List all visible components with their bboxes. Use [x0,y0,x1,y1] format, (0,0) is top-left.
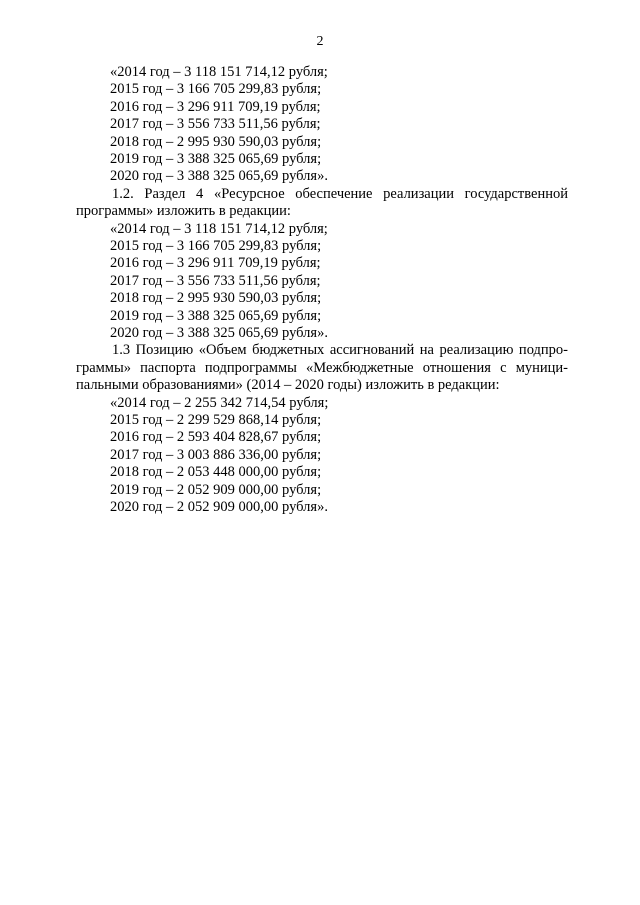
list-item: 2020 год – 3 388 325 065,69 рубля». [110,325,328,341]
list-item: 2019 год – 3 388 325 065,69 рубля; [110,307,322,324]
list-item: 2019 год – 2 052 909 000,00 рубля; [110,481,322,498]
paragraph-1-3: 1.3 Позицию «Объем бюджетных ассигнований на реализацию подпро-граммы» паспорта подпрограммы «Межбюджетные отношения с муници-пальными образованиями» (2014 – 2020 годы) изложить в редакции: [76,342,568,394]
list-item: 2016 год – 3 296 911 709,19 рубля; [110,98,321,115]
list-item: 2020 год – 3 388 325 065,69 рубля». [110,168,328,185]
list-item: 2018 год – 2 995 930 590,03 рубля; [110,133,322,150]
list-item: 2015 год – 2 299 529 868,14 рубля; [110,412,322,428]
list-item: 2020 год – 2 052 909 000,00 рубля». [110,499,328,515]
list-item: 2015 год – 3 166 705 299,83 рубля; [110,81,322,98]
list-item: 2017 год – 3 556 733 511,56 рубля; [110,116,321,133]
list-item: 2016 год – 3 296 911 709,19 рубля; [110,255,321,272]
list-item: 2017 год – 3 003 886 336,00 рубля; [110,446,322,463]
list-item: «2014 год – 3 118 151 714,12 рубля; [110,64,328,80]
list-item: 2018 год – 2 053 448 000,00 рубля; [110,464,322,481]
list-item: 2018 год – 2 995 930 590,03 рубля; [110,290,322,307]
list-item: «2014 год – 2 255 342 714,54 рубля; [110,394,329,411]
list-item: 2015 год – 3 166 705 299,83 рубля; [110,238,322,254]
page-number: 2 [316,34,324,49]
list-item: 2019 год – 3 388 325 065,69 рубля; [110,151,322,167]
list-item: «2014 год – 3 118 151 714,12 рубля; [110,220,328,237]
list-item: 2017 год – 3 556 733 511,56 рубля; [110,272,321,289]
paragraph-1-2: 1.2. Раздел 4 «Ресурсное обеспечение реализации государственной программы» изложить в редакции: [76,185,568,220]
list-item: 2016 год – 2 593 404 828,67 рубля; [110,429,322,446]
